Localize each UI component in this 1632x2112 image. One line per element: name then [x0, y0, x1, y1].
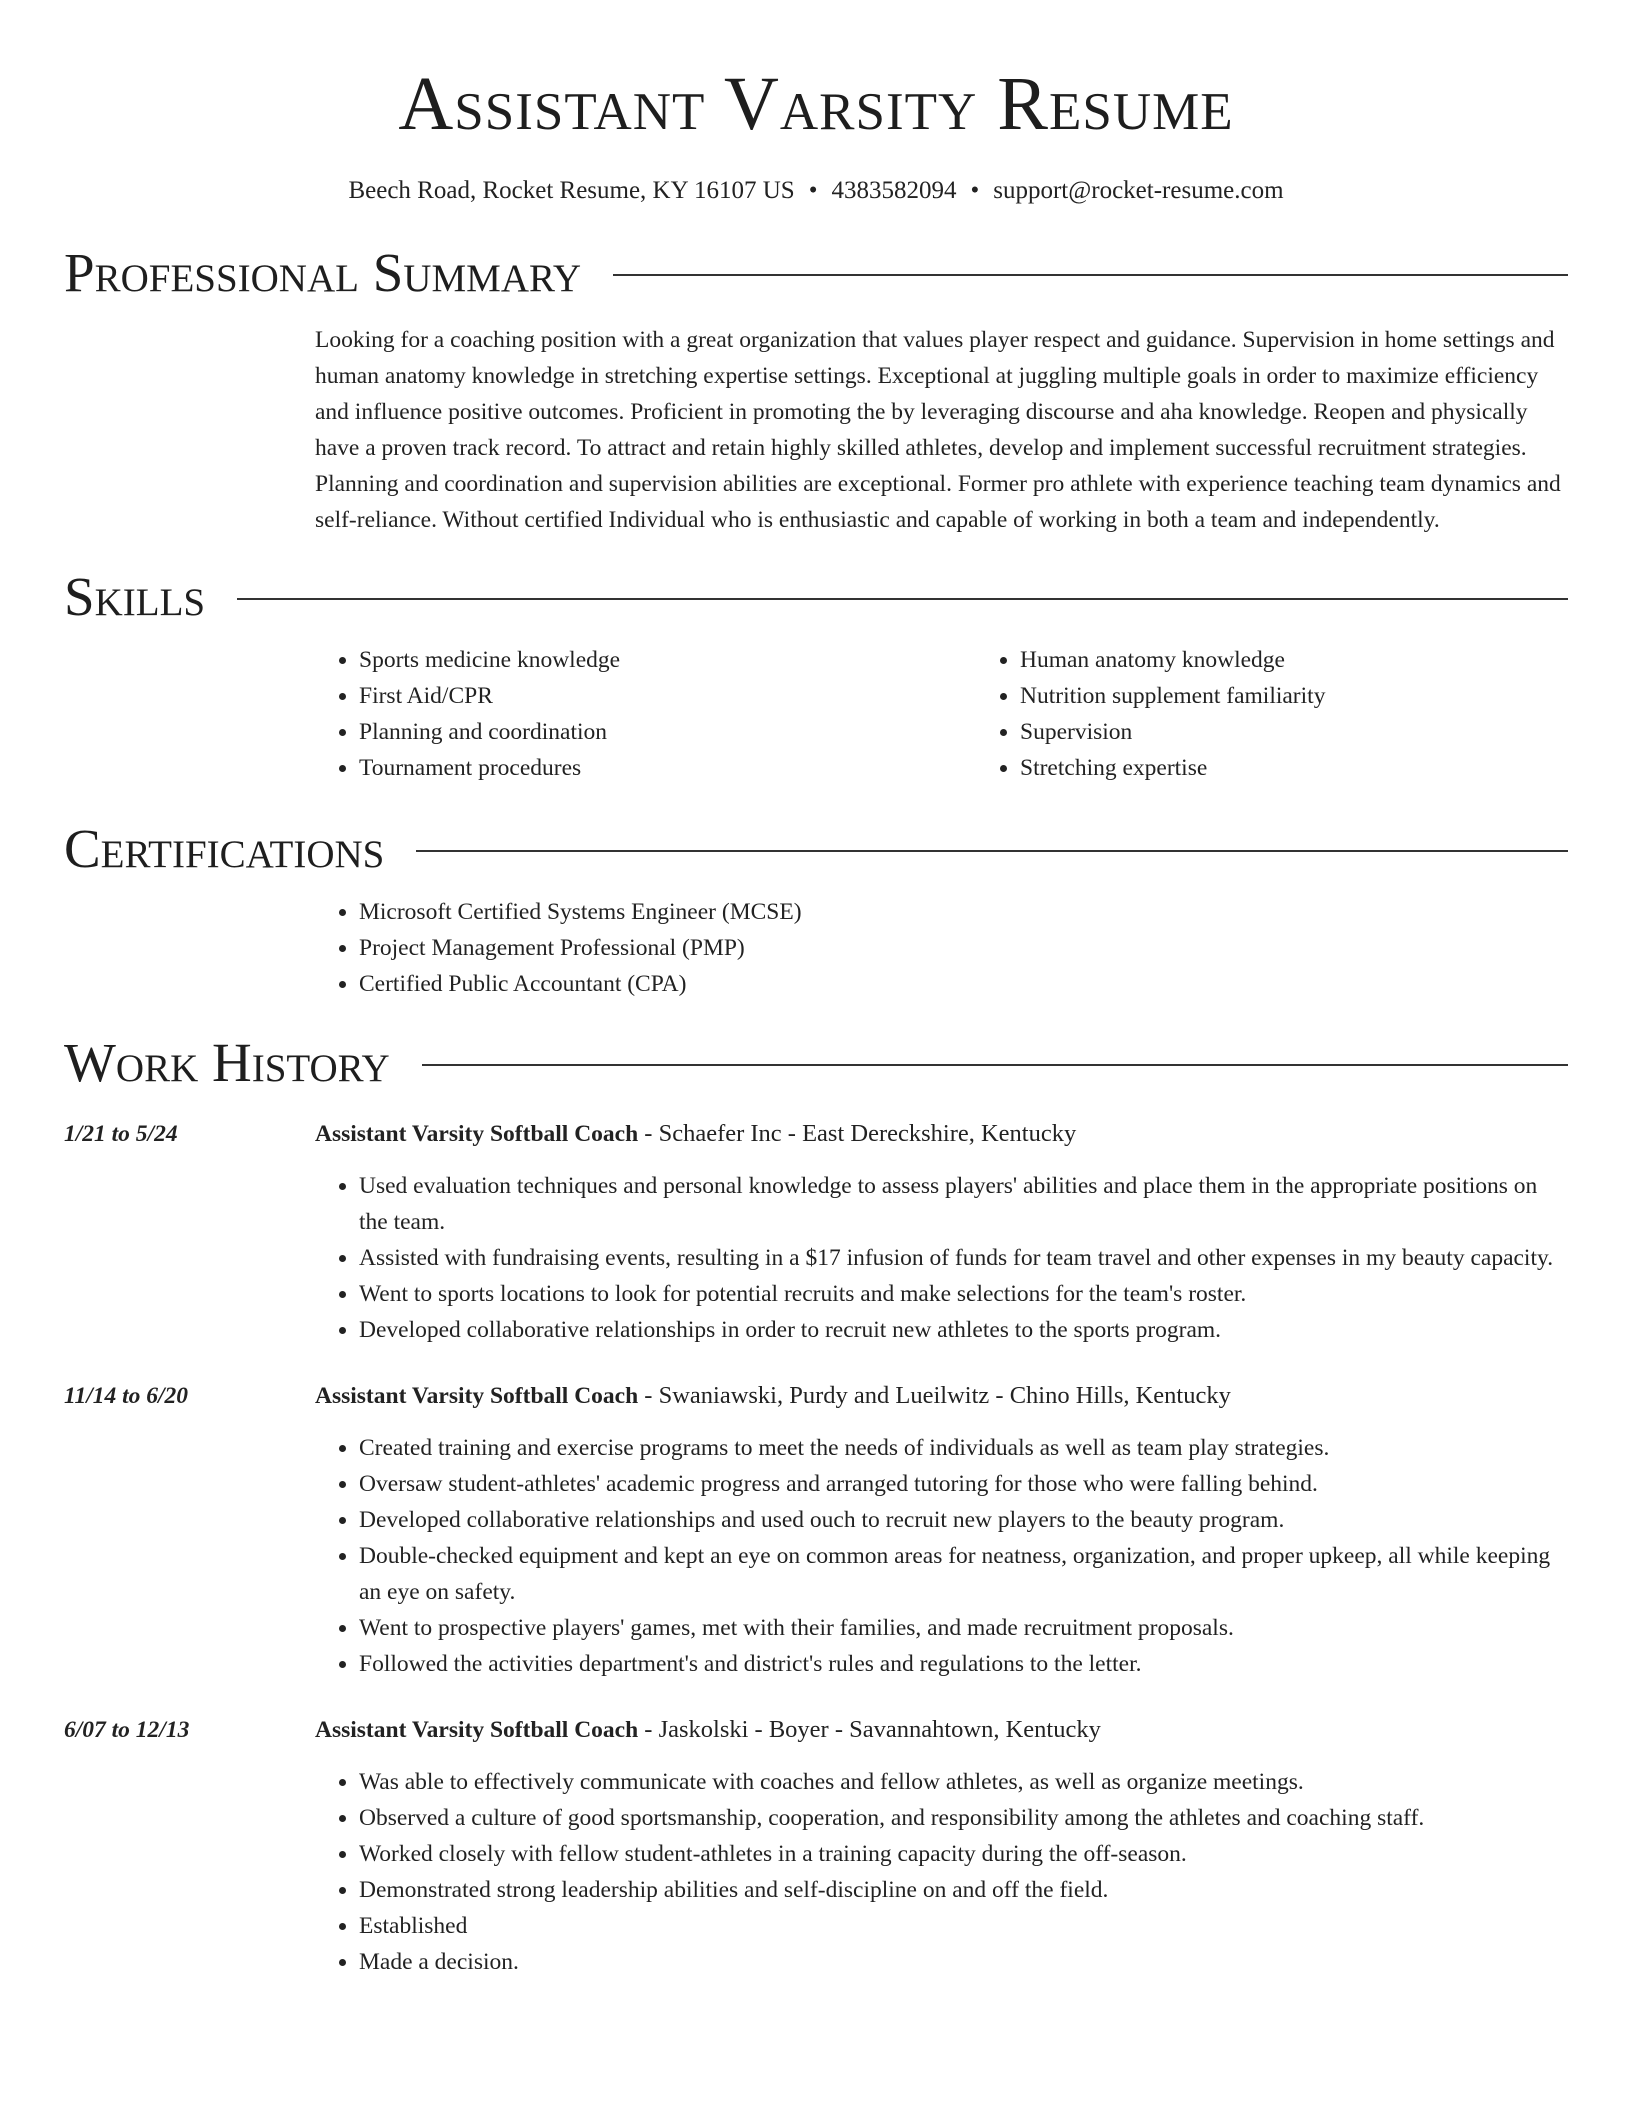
job-employer: - Jaskolski - Boyer - Savannahtown, Kentucky	[638, 1716, 1101, 1743]
job-dates: 11/14 to 6/20	[64, 1383, 189, 1409]
list-item: • Went to sports locations to look for potential recruits and make selections for the team's roster.	[359, 1276, 1568, 1312]
job-title: Assistant Varsity Softball Coach	[315, 1121, 639, 1147]
list-item: • Followed the activities department's and district's rules and regulations to the letter.	[359, 1646, 1568, 1682]
section-header	[64, 1032, 1568, 1094]
section-divider	[237, 598, 1568, 600]
certifications-list	[315, 894, 1568, 1002]
skills-list-right	[976, 642, 1568, 786]
section-header	[64, 818, 1568, 880]
list-item: • Stretching expertise	[1020, 750, 1568, 786]
contact-address: Beech Road, Rocket Resume, KY 16107 US	[348, 177, 795, 204]
list-item: • Developed collaborative relationships in order to recruit new athletes to the sports program.	[359, 1312, 1568, 1348]
job-bullets	[315, 1168, 1568, 1348]
job-entry	[64, 1116, 1568, 1348]
job-heading	[315, 1116, 1568, 1152]
list-item: • Assisted with fundraising events, resulting in a $17 infusion of funds for team travel and other expenses in my beauty capacity.	[359, 1240, 1568, 1276]
section-header	[64, 242, 1568, 304]
section-title-summary: Professional Summary	[64, 242, 582, 303]
section-title-certifications: Certifications	[64, 818, 385, 879]
job-entry	[64, 1378, 1568, 1682]
list-item: • Demonstrated strong leadership abilities and self-discipline on and off the field.	[359, 1872, 1568, 1908]
skills-list-left	[315, 642, 976, 786]
section-title-work-history: Work History	[64, 1032, 390, 1093]
list-item: • Certified Public Accountant (CPA)	[359, 966, 1568, 1002]
list-item: • Microsoft Certified Systems Engineer (MCSE)	[359, 894, 1568, 930]
section-divider	[422, 1064, 1568, 1066]
list-item: • Went to prospective players' games, met with their families, and made recruitment proposals.	[359, 1610, 1568, 1646]
section-divider	[416, 850, 1568, 852]
list-item: • Established	[359, 1908, 1568, 1944]
list-item: • Supervision	[1020, 714, 1568, 750]
list-item: • Planning and coordination	[359, 714, 976, 750]
list-item: • Oversaw student-athletes' academic progress and arranged tutoring for those who were falling behind.	[359, 1466, 1568, 1502]
list-item: • Sports medicine knowledge	[359, 642, 976, 678]
job-title: Assistant Varsity Softball Coach	[315, 1717, 639, 1743]
skills-section	[64, 566, 1568, 786]
list-item: • First Aid/CPR	[359, 678, 976, 714]
list-item: • Tournament procedures	[359, 750, 976, 786]
work-history-section	[64, 1032, 1568, 1980]
contact-line	[0, 176, 1632, 206]
contact-separator: •	[970, 177, 980, 204]
job-entry	[64, 1712, 1568, 1980]
list-item: • Was able to effectively communicate with coaches and fellow athletes, as well as organize meetings.	[359, 1764, 1568, 1800]
summary-text: Looking for a coaching position with a great organization that values player respect and guidance. Supervision in home settings and human anatomy knowledge in stretching expertise settings. Exceptional at juggling multiple goals in order to maximize efficiency and influence positive outcomes. Proficient in promoting the by leveraging discourse and aha knowledge. Reopen and physically have a proven track record. To attract and retain highly skilled athletes, develop and implement successful recruitment strategies. Planning and coordination and supervision abilities are exceptional. Former pro athlete with experience teaching team dynamics and self-reliance. Without certified Individual who is enthusiastic and capable of working in both a team and independently.	[315, 327, 1561, 533]
job-bullets	[315, 1764, 1568, 1980]
list-item: • Human anatomy knowledge	[1020, 642, 1568, 678]
resume-name: Assistant Varsity Resume	[398, 62, 1234, 146]
job-dates: 6/07 to 12/13	[64, 1717, 190, 1743]
list-item: • Made a decision.	[359, 1944, 1568, 1980]
job-employer: - Schaefer Inc - East Dereckshire, Kentucky	[638, 1120, 1077, 1147]
list-item: • Worked closely with fellow student-athletes in a training capacity during the off-season.	[359, 1836, 1568, 1872]
certifications-section	[64, 818, 1568, 1002]
job-title: Assistant Varsity Softball Coach	[315, 1383, 639, 1409]
list-item: • Observed a culture of good sportsmanship, cooperation, and responsibility among the athletes and coaching staff.	[359, 1800, 1568, 1836]
job-employer: - Swaniawski, Purdy and Lueilwitz - Chino Hills, Kentucky	[638, 1382, 1231, 1409]
list-item: • Nutrition supplement familiarity	[1020, 678, 1568, 714]
section-header	[64, 566, 1568, 628]
list-item: • Developed collaborative relationships and used ouch to recruit new players to the beauty program.	[359, 1502, 1568, 1538]
contact-separator: •	[808, 177, 818, 204]
job-bullets	[315, 1430, 1568, 1682]
job-dates: 1/21 to 5/24	[64, 1121, 178, 1147]
contact-phone: 4383582094	[831, 177, 957, 204]
list-item: • Used evaluation techniques and personal knowledge to assess players' abilities and place them in the appropriate positions on the team.	[359, 1168, 1568, 1240]
list-item: • Project Management Professional (PMP)	[359, 930, 1568, 966]
section-divider	[613, 274, 1568, 276]
list-item: • Double-checked equipment and kept an eye on common areas for neatness, organization, and proper upkeep, all while keeping an eye on safety.	[359, 1538, 1568, 1610]
job-heading	[315, 1378, 1568, 1414]
job-heading	[315, 1712, 1568, 1748]
section-title-skills: Skills	[64, 566, 206, 627]
list-item: • Created training and exercise programs to meet the needs of individuals as well as team play strategies.	[359, 1430, 1568, 1466]
summary-section	[64, 242, 1568, 538]
contact-email: support@rocket-resume.com	[993, 177, 1284, 204]
